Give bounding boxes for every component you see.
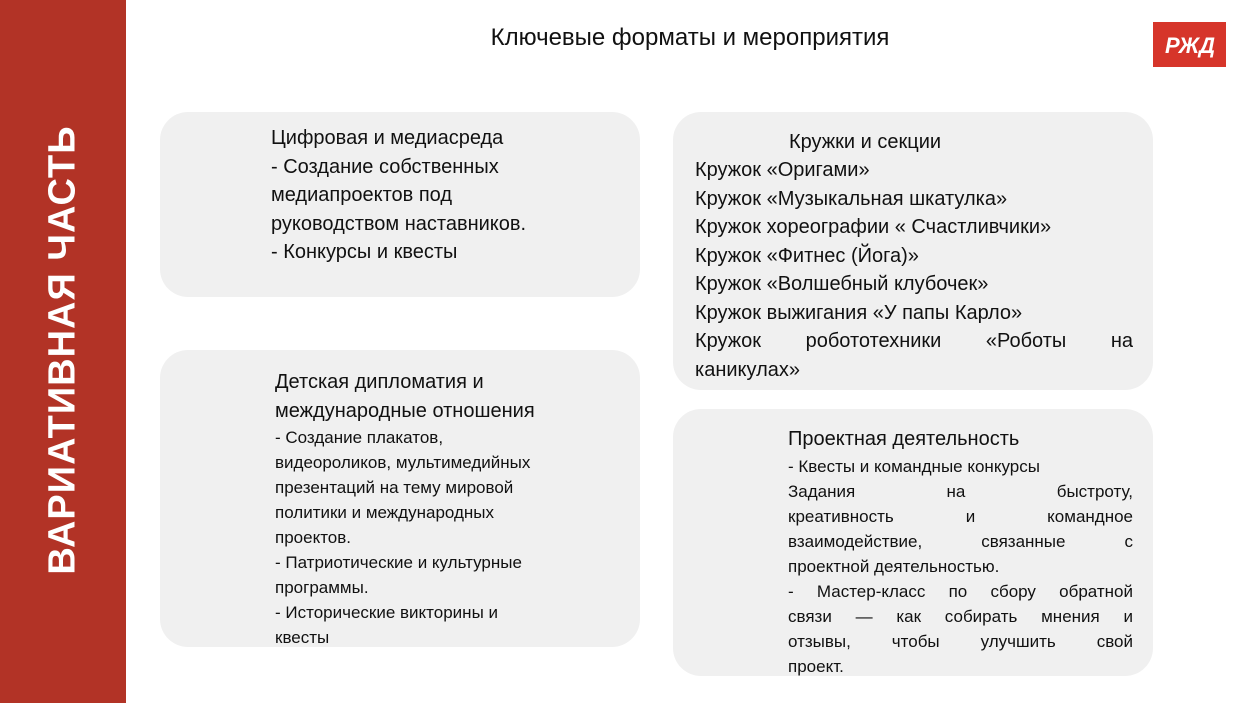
project-line: Задания на быстроту, bbox=[788, 482, 1133, 501]
rzd-logo bbox=[1153, 22, 1226, 67]
diplomacy-line: - Исторические викторины и bbox=[275, 603, 499, 622]
card-digital-media bbox=[160, 112, 640, 297]
club-item: Кружок выжигания «У папы Карло» bbox=[695, 301, 1023, 324]
project-line: - Мастер-класс по сбору обратной bbox=[788, 582, 1133, 601]
digital-line: медиапроектов под bbox=[271, 184, 452, 206]
diplomacy-heading bbox=[275, 368, 535, 425]
project-body bbox=[788, 454, 1133, 679]
diplomacy-line: - Создание плакатов, bbox=[275, 428, 444, 447]
project-line: проектной деятельностью. bbox=[788, 557, 1000, 576]
diplomacy-body bbox=[275, 425, 530, 650]
club-item: каникулах» bbox=[695, 358, 800, 381]
side-band bbox=[0, 0, 126, 703]
diplomacy-heading-line: международные отношения bbox=[275, 399, 535, 422]
club-item: Кружок «Фитнес (Йога)» bbox=[695, 244, 919, 267]
club-item: Кружок «Волшебный клубочек» bbox=[695, 273, 989, 295]
project-line: взаимодействие, связанные с bbox=[788, 532, 1133, 551]
clubs-list bbox=[695, 156, 1133, 384]
diplomacy-line: проектов. bbox=[275, 528, 352, 547]
digital-line: руководством наставников. bbox=[271, 212, 527, 235]
diplomacy-line: квесты bbox=[275, 628, 330, 647]
club-item: Кружок робототехники «Роботы на bbox=[695, 330, 1133, 352]
club-item: Кружок «Оригами» bbox=[695, 159, 870, 181]
side-label: ВАРИАТИВНАЯ ЧАСТЬ bbox=[41, 125, 84, 575]
card-project bbox=[673, 409, 1153, 676]
project-line: креативность и командное bbox=[788, 507, 1133, 526]
club-item: Кружок хореографии « Счастливчики» bbox=[695, 216, 1052, 238]
svg-text:РЖД: РЖД bbox=[1164, 32, 1215, 58]
diplomacy-heading-line: Детская дипломатия и bbox=[275, 371, 484, 393]
clubs-heading: Кружки и секции bbox=[789, 131, 942, 153]
project-line: - Квесты и командные конкурсы bbox=[788, 457, 1040, 476]
digital-heading: Цифровая и медиасреда bbox=[271, 127, 504, 149]
digital-text bbox=[271, 124, 526, 267]
page-title: Ключевые форматы и мероприятия bbox=[490, 24, 890, 51]
digital-line: - Конкурсы и квесты bbox=[271, 241, 458, 263]
project-heading: Проектная деятельность bbox=[788, 428, 1020, 450]
diplomacy-line: видеороликов, мультимедийных bbox=[275, 453, 531, 472]
diplomacy-line: - Патриотические и культурные bbox=[275, 553, 522, 572]
project-line: связи — как собирать мнения и bbox=[788, 607, 1133, 626]
diplomacy-line: презентаций на тему мировой bbox=[275, 478, 514, 497]
project-line: отзывы, чтобы улучшить свой bbox=[788, 632, 1133, 651]
project-line: проект. bbox=[788, 657, 844, 676]
card-clubs bbox=[673, 112, 1153, 390]
club-item: Кружок «Музыкальная шкатулка» bbox=[695, 187, 1008, 210]
diplomacy-line: программы. bbox=[275, 578, 369, 597]
rzd-logo-icon bbox=[1160, 30, 1220, 60]
diplomacy-line: политики и международных bbox=[275, 503, 495, 522]
card-diplomacy bbox=[160, 350, 640, 647]
digital-line: - Создание собственных bbox=[271, 155, 499, 178]
